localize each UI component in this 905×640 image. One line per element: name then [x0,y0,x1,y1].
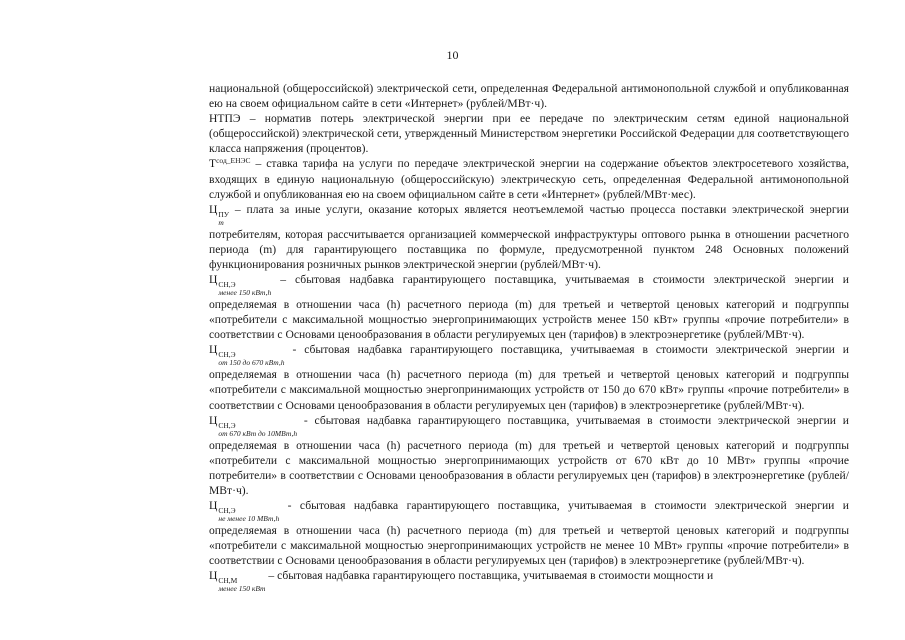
formula-symbol: Ц [209,273,218,287]
paragraph-text: национальной (общероссийской) электрической сети, определенная Федеральной антимонопольной службой и опубликованная ею на своем официальном сайте в сети «Интернет» (рублей/МВт·ч). [209,82,849,111]
formula-subscript: от 150 до 670 кВт,h [218,358,285,368]
definition-paragraph [209,413,849,498]
formula-superscript: сод_ЕНЭС [216,156,251,166]
definition-paragraph [209,568,849,593]
formula-symbol: Ц [209,202,218,216]
definition-paragraph [209,498,849,568]
paragraph-text: – сбытовая надбавка гарантирующего поставщика, учитываемая в стоимости мощности и [265,569,714,583]
paragraph-text: - сбытовая надбавка гарантирующего поставщика, учитываемая в стоимости электрической энергии и определяемая в отношении часа (h) расчетного периода (m) для третьей и четвертой ценовых категорий и подгруппы «потребители с максимальной мощностью энергопринимающих устройств от 670 кВт до 10 МВт» группы «прочие потребители» в соответствии с Основами ценообразования в области регулируемых цен (тарифов) в электроэнергетике (рублей/МВт·ч). [209,413,849,497]
definition-paragraph [209,156,849,201]
formula-superscript: СН,Э [218,280,236,290]
document-body [209,81,849,593]
page-number: 10 [446,48,459,62]
formula-subscript: от 670 кВт до 10МВт,h [218,428,298,438]
formula-subscript: менее 150 кВт,h [218,288,272,298]
paragraph-text: НТПЭ – норматив потерь электрической энергии при ее передаче по электрическим сетям единой национальной (общероссийской) электрической сети, утвержденный Министерством энергетики Российской Федерации для соответствующего класса напряжения (процентов). [209,112,849,156]
formula-symbol: Ц [209,343,218,357]
formula-superscript: СН,Э [218,505,236,515]
paragraph [209,81,849,111]
definition-paragraph [209,202,849,272]
paragraph-text: - сбытовая надбавка гарантирующего поставщика, учитываемая в стоимости электрической энергии и определяемая в отношении часа (h) расчетного периода (m) для третьей и четвертой ценовых категорий и подгруппы «потребители с максимальной мощностью энергопринимающих устройств от 150 до 670 кВт» группы «прочие потребители» в соответствии с Основами ценообразования в области регулируемых цен (тарифов) в электроэнергетике (рублей/МВт·ч). [209,343,849,412]
formula-symbol: Ц [209,569,218,583]
formula-symbol: Т [209,157,217,171]
formula-superscript: СН,Э [218,350,236,360]
formula-symbol: Ц [209,413,218,427]
formula-subscript: m [218,217,224,227]
definition-paragraph [209,342,849,412]
paragraph [209,111,849,156]
formula-symbol: Ц [209,498,218,512]
formula-superscript: СН,Э [218,420,236,430]
paragraph-text: – сбытовая надбавка гарантирующего поставщика, учитываемая в стоимости электрической энергии и определяемая в отношении часа (h) расчетного периода (m) для третьей и четвертой ценовых категорий и подгруппы «потребители с максимальной мощностью энергопринимающих устройств менее 150 кВт» группы «прочие потребители» в соответствии с Основами ценообразования в области регулируемых цен (тарифов) в электроэнергетике (рублей/МВт·ч). [209,273,849,342]
paragraph-text: – ставка тарифа на услуги по передаче электрической энергии на содержание объектов электросетевого хозяйства, входящих в единую национальную (общероссийскую) электрическую сеть, определенная Федеральной антимонопольной службой и опубликованная ею на своем официальном сайте в сети «Интернет» (рублей/МВт·мес). [209,157,849,201]
formula-superscript: ПУ [218,209,230,219]
formula-subscript: менее 150 кВт [218,584,266,594]
paragraph-text: - сбытовая надбавка гарантирующего поставщика, учитываемая в стоимости электрической энергии и определяемая в отношении часа (h) расчетного периода (m) для третьей и четвертой ценовых категорий и подгруппы «потребители с максимальной мощностью энергопринимающих устройств не менее 10 МВт» группы «прочие потребители» в соответствии с Основами ценообразования в области регулируемых цен (тарифов) в электроэнергетике (рублей/МВт·ч). [209,498,849,568]
definition-paragraph [209,272,849,342]
paragraph-text: – плата за иные услуги, оказание которых является неотъемлемой частью процесса поставки электрической энергии потребителям, которая рассчитывается организацией коммерческой инфраструктуры оптового рынка в отношении расчетного периода (m) для гарантирующего поставщика по формуле, предусмотренной пунктом 248 Основных положений функционирования розничных рынков электрической энергии (рублей/МВт·ч). [209,202,849,271]
formula-superscript: СН,М [218,576,238,586]
formula-subscript: не менее 10 МВт,h [218,513,280,523]
